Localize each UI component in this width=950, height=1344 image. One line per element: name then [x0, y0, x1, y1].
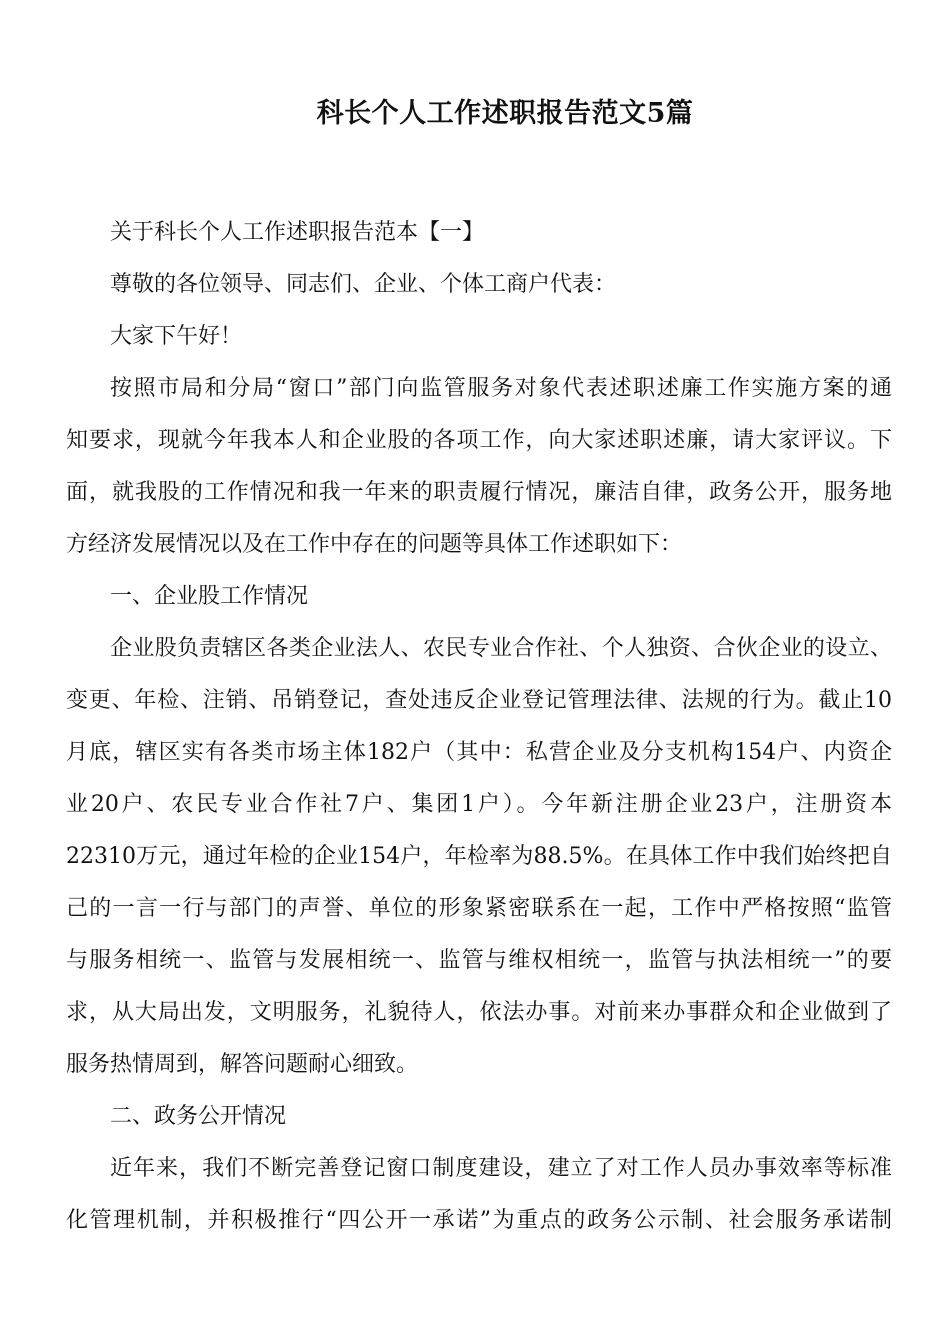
text-line: 企业股负责辖区各类企业法人、农民专业合作社、个人独资、合伙企业的设立、: [110, 636, 892, 661]
text-line: 22310万元，通过年检的企业154户，年检率为88.5%。在具体工作中我们始终把自: [66, 844, 892, 869]
text-line: 二、政务公开情况: [110, 1104, 287, 1129]
text-line: 尊敬的各位领导、同志们、企业、个体工商户代表：: [110, 272, 617, 297]
text-line: 服务热情周到，解答问题耐心细致。: [66, 1052, 419, 1077]
document-title: 科长个人工作述职报告范文5篇: [316, 98, 694, 129]
text-line: 按照市局和分局“窗口”部门向监管服务对象代表述职述廉工作实施方案的通: [110, 376, 892, 401]
document-body: [66, 207, 892, 1247]
text-line: 变更、年检、注销、吊销登记，查处违反企业登记管理法律、法规的行为。截止10: [66, 688, 892, 713]
text-line: 化管理机制，并积极推行“四公开一承诺”为重点的政务公示制、社会服务承诺制: [66, 1208, 892, 1233]
text-line: 近年来，我们不断完善登记窗口制度建设，建立了对工作人员办事效率等标准: [110, 1156, 892, 1181]
text-line: 业20户、农民专业合作社7户、集团1户）。今年新注册企业23户，注册资本: [66, 792, 892, 817]
text-line: 方经济发展情况以及在工作中存在的问题等具体工作述职如下：: [66, 532, 683, 557]
text-line: 与服务相统一、监管与发展相统一、监管与维权相统一，监管与执法相统一”的要: [66, 948, 892, 973]
text-line: 大家下午好！: [110, 324, 243, 349]
text-line: 一、企业股工作情况: [110, 584, 309, 609]
text-line: 己的一言一行与部门的声誉、单位的形象紧密联系在一起，工作中严格按照“监管: [66, 896, 892, 921]
text-line: 面，就我股的工作情况和我一年来的职责履行情况，廉洁自律，政务公开，服务地: [66, 480, 892, 505]
text-line: 知要求，现就今年我本人和企业股的各项工作，向大家述职述廉，请大家评议。下: [66, 428, 892, 453]
text-line: 关于科长个人工作述职报告范本【一】: [110, 220, 485, 245]
text-line: 月底，辖区实有各类市场主体182户（其中：私营企业及分支机构154户、内资企: [66, 740, 892, 765]
text-line: 求，从大局出发，文明服务，礼貌待人，依法办事。对前来办事群众和企业做到了: [66, 1000, 892, 1025]
